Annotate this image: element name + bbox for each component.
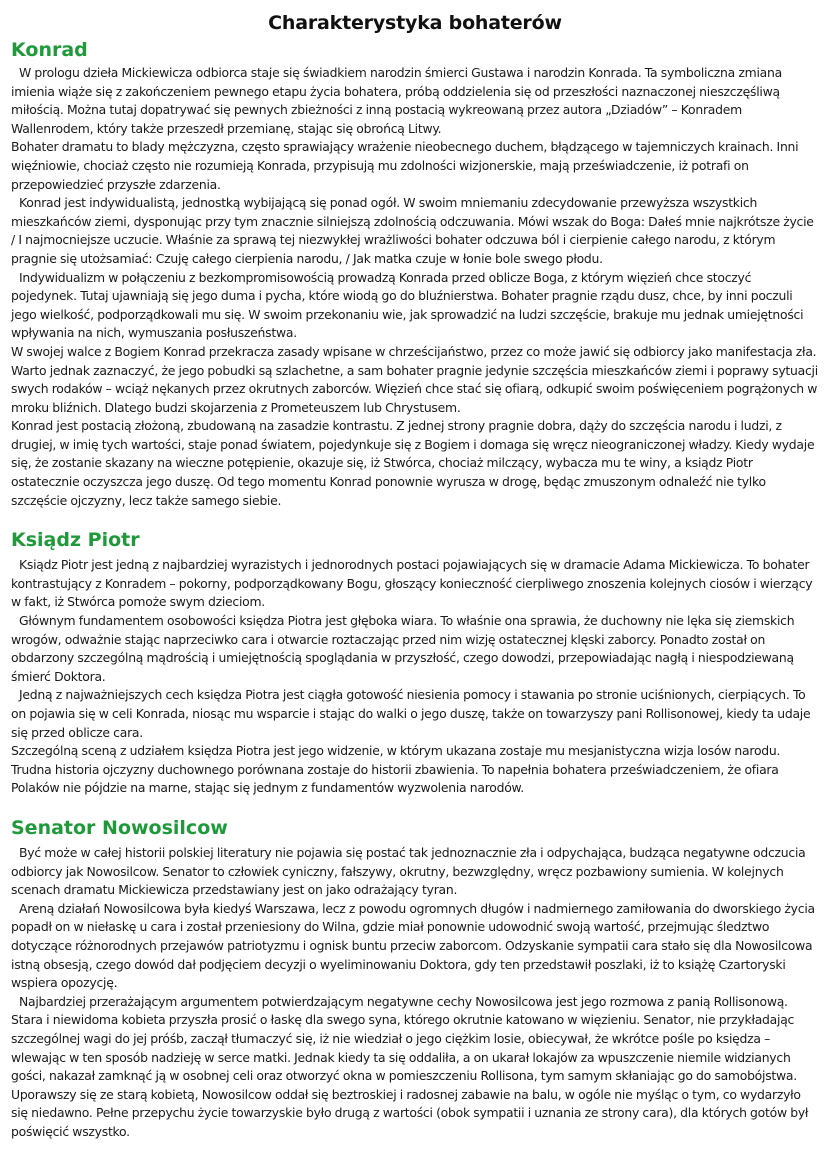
section-ksiadz-piotr bbox=[11, 528, 819, 798]
section-heading: Konrad bbox=[11, 39, 88, 61]
paragraph: Konrad jest indywidualistą, jednostką wybijającą się ponad ogół. W swoim mniemaniu zdecydowanie przewyższa wszystkich mieszkańców ziemi, dysponując przy tym znacznie silniejszą zdolnością odczuwania. Mówi wszak do Boga: Dałeś mnie najkrótsze życie / I najmocniejsze uczucie. Właśnie za sprawą tej niezwykłej wrażliwości bohater odczuwa ból i cierpienie całego narodu, z którym pragnie się utożsamiać: Czuję całego cierpienia narodu, / Jak matka czuje w łonie bole swego płodu. bbox=[11, 195, 814, 266]
paragraph: Jedną z najważniejszych cech księdza Piotra jest ciągła gotowość niesienia pomocy i stawania po stronie uciśnionych, cierpiących. To on pojawia się w celi Konrada, niosąc mu wsparcie i stając do walki o jego duszę, także on towarzyszy pani Rollisonowej, kiedy ta udaje się przed oblicze cara. bbox=[11, 687, 811, 740]
paragraph: Bohater dramatu to blady mężczyzna, często sprawiający wrażenie nieobecnego duchem, błądzącego w tajemniczych krainach. Inni więźniowie, chociaż często nie rozumieją Konrada, przypisują mu zdolności wizjonerskie, mają przeświadczenie, iż potrafi on przepowiedzieć przyszłe zdarzenia. bbox=[11, 139, 799, 192]
paragraph: Areną działań Nowosilcowa była kiedyś Warszawa, lecz z powodu ogromnych długów i nadmiernego zamiłowania do dworskiego życia popadł on w niełaskę u cara i został przeniesiony do Wilna, gdzie miał ponownie udowodnić swoją wartość, przejmując śledztwo dotyczące różnorodnych przejawów patriotyzmu i ognisk buntu przeciw zaborcom. Odzyskanie sympatii cara stało się dla Nowosilcowa istną obsesją, czego dowód dał podjęciem decyzji o wyeliminowaniu Doktora, gdy ten przedstawił poszlaki, iż to książę Czartoryski wspiera opozycję. bbox=[11, 900, 815, 991]
paragraph: Konrad jest postacią złożoną, zbudowaną na zasadzie kontrastu. Z jednej strony pragnie dobra, dąży do szczęścia narodu i ludzi, z drugiej, w imię tych wartości, staje ponad światem, pojedynkuje się z Bogiem i domaga się wręcz nieograniczonej władzy. Kiedy wydaje się, że zostanie skazany na wieczne potępienie, okazuje się, iż Stwórca, chociaż milczący, wybacza mu te winy, a ksiądz Piotr ostatecznie oczyszcza jego duszę. Od tego momentu Konrad ponownie wyrusza w drogę, będąc zmuszonym odnaleźć nie tylko szczęście ojczyzny, lecz także samego siebie. bbox=[11, 418, 815, 508]
section-heading: Ksiądz Piotr bbox=[11, 529, 140, 552]
paragraph: W prologu dzieła Mickiewicza odbiorca staje się świadkiem narodzin śmierci Gustawa i narodzin Konrada. Ta symboliczna zmiana imienia wiąże się z zakończeniem pewnego etapu życia bohatera, próbą oddzielenia się od przeszłości naznaczonej nieszczęśliwą miłością. Można tutaj dopatrywać się pewnych zbieżności z inną postacią wykreowaną przez autora „Dziadów” – Konradem Wallenrodem, który także przeszedł przemianę, stając się obrońcą Litwy. bbox=[11, 65, 782, 136]
section-heading: Senator Nowosilcow bbox=[11, 816, 228, 839]
section-senator-nowosilcow bbox=[11, 816, 819, 1142]
paragraph: Indywidualizm w połączeniu z bezkompromisowością prowadzą Konrada przed oblicze Boga, z którym więzień chce stoczyć pojedynek. Tutaj ujawniają się jego duma i pycha, które wiodą go do bluźnierstwa. Bohater pragnie rządu dusz, chce, by inni poczuli jego wielkość, podporządkowali mu się. W swoim przekonaniu wie, jak sprowadzić na ludzi szczęście, brakuje mu jednak umiejętności wpływania na nich, wymuszania posłuszeństwa. bbox=[11, 269, 804, 341]
paragraph: Być może w całej historii polskiej literatury nie pojawia się postać tak jednoznacznie zła i odpychająca, budząca negatywne odczucia odbiorcy jak Nowosilcow. Senator to człowiek cyniczny, fałszywy, okrutny, bezwzględny, wręcz pozbawiony sumienia. W kolejnych scenach dramatu Mickiewicza przedstawiany jest on jako odrażający tyran. bbox=[11, 844, 806, 898]
paragraph: Głównym fundamentem osobowości księdza Piotra jest głęboka wiara. To właśnie ona sprawia, że duchowny nie lęka się ziemskich wrogów, odważnie stając naprzeciwko cara i otwarcie roztaczając przed nim wizję ostatecznej klęski zaborcy. Ponadto został on obdarzony szczególną mądrością i umiejętnością spoglądania w przyszłość, czego dowodzi, przepowiadając nagłą i niespodziewaną śmierć Doktora. bbox=[11, 613, 795, 684]
section-konrad bbox=[11, 38, 819, 510]
document-page bbox=[11, 10, 819, 1141]
paragraph: W swojej walce z Bogiem Konrad przekracza zasady wpisane w chrześcijaństwo, przez co może jawić się odbiorcy jako manifestacja zła. Warto jednak zaznaczyć, że jego pobudki są szlachetne, a sam bohater pragnie jedynie szczęścia mieszkańców ziemi i poprawy sytuacji swych rodaków – wciąż nękanych przez okrutnych zaborców. Więzień chce stać się ofiarą, odkupić swoim poświęceniem pogrążonych w mroku bliźnich. Dlatego budzi skojarzenia z Prometeuszem lub Chrystusem. bbox=[11, 343, 818, 415]
paragraph: Szczególną sceną z udziałem księdza Piotra jest jego widzenie, w którym ukazana zostaje mu mesjanistyczna wizja losów narodu. Trudna historia ojczyzny duchownego porównana zostaje do historii zbawienia. To napełnia bohatera przeświadczeniem, że ofiara Polaków nie pójdzie na marne, stając się jednym z fundamentów wyzwolenia narodów. bbox=[11, 743, 781, 796]
document-title: Charakterystyka bohaterów bbox=[268, 12, 562, 34]
paragraph: Ksiądz Piotr jest jedną z najbardziej wyrazistych i jednorodnych postaci pojawiających się w dramacie Adama Mickiewicza. To bohater kontrastujący z Konradem – pokorny, podporządkowany Bogu, głoszący konieczność cierpliwego znoszenia kolejnych ciosów i wierzący w fakt, iż Stwórca pomoże swym dzieciom. bbox=[11, 557, 813, 610]
paragraph: Najbardziej przerażającym argumentem potwierdzającym negatywne cechy Nowosilcowa jest jego rozmowa z panią Rollisonową. Stara i niewidoma kobieta przyszła prosić o łaskę dla swego syna, którego okrutnie katowano w więzieniu. Senator, nie przykładając szczególnej wagi do jej próśb, zaczął tłumaczyć się, iż nie wiedział o jego ciężkim losie, obiecywał, że wkrótce pośle po księdza – wlewając w ten sposób nadzieję w serce matki. Jednak kiedy ta się oddaliła, a on ukarał lokajów za wpuszczenie niemile widzianych gości, nakazał zamknąć ją w osobnej celi oraz otworzyć okna w pomieszczeniu Rollisona, tym samym skłaniając go do samobójstwa. Uporawszy się ze starą kobietą, Nowosilcow oddał się beztroskiej i radosnej zabawie na balu, w ogóle nie myśląc o tym, co wydarzyło się niedawno. Pełne przepychu życie towarzyskie było drugą z wartości (obok sympatii i uznania ze strony cara), dla których gotów był poświęcić wszystko. bbox=[11, 993, 809, 1139]
